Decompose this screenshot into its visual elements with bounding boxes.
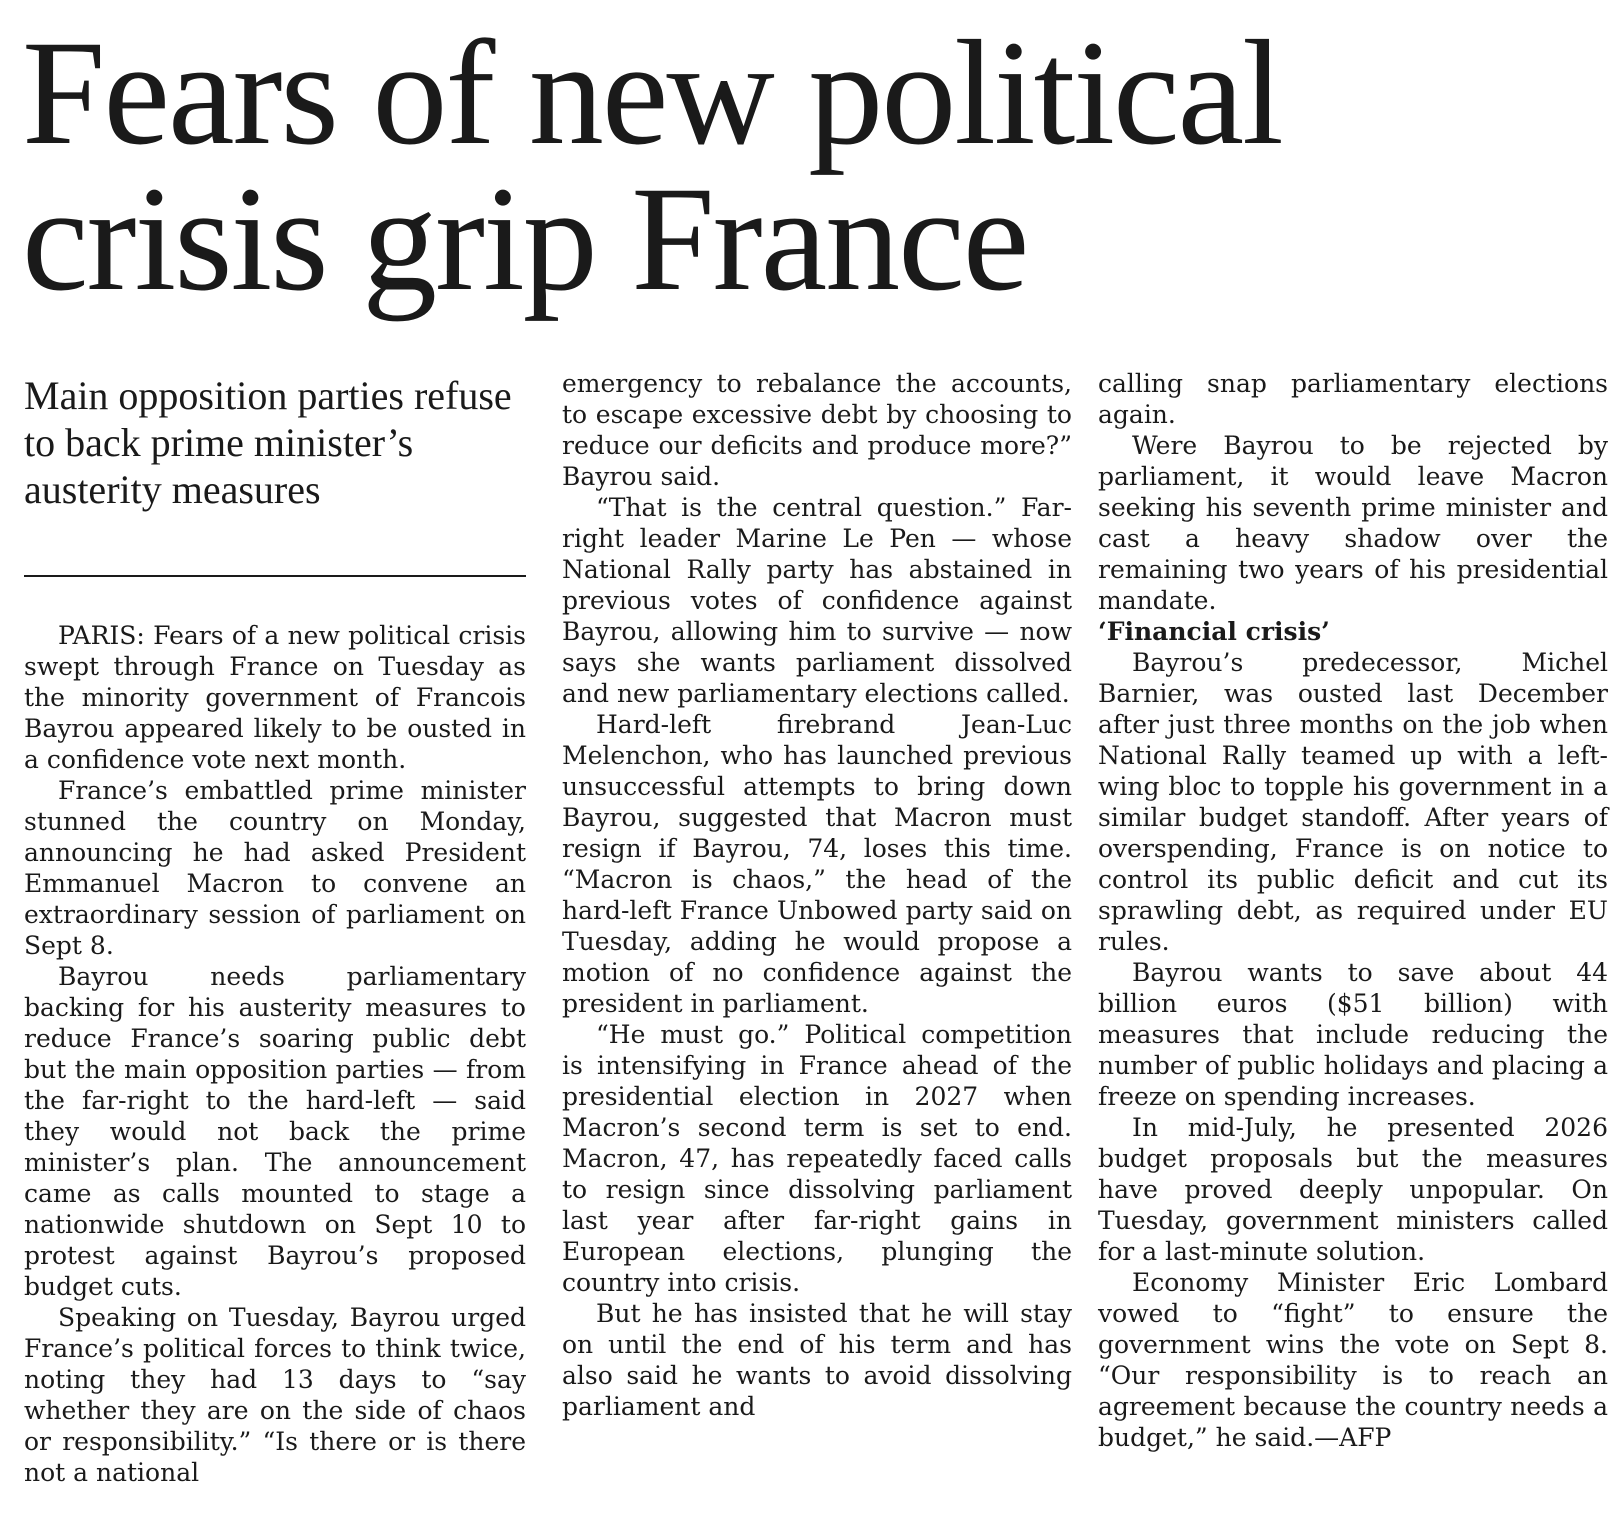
subheadline: Main opposition parties refuse to back prime minister’s austerity measures: [24, 373, 512, 512]
headline-line-1: Fears of new political: [22, 10, 1282, 176]
paragraph: France’s embattled prime minister stunned the country on Monday, announcing he had asked President Emmanuel Macron to convene an extraordinary session of parliament on Sept 8.: [24, 776, 526, 960]
paragraph: In mid-July, he presented 2026 budget proposals but the measures have proved deeply unpopular. On Tuesday, government ministers called for a last-minute solution.: [1098, 1113, 1608, 1266]
paragraph-continued: calling snap parliamentary elections again.: [1098, 369, 1608, 429]
paragraph: Bayrou needs parliamentary backing for his austerity measures to reduce France’s soaring public debt but the main opposition parties — from the far-right to the hard-left — said they would not back the prime minister’s plan. The announcement came as calls mounted to stage a nationwide shutdown on Sept 10 to protest against Bayrou’s proposed budget cuts.: [24, 962, 526, 1301]
paragraph-continued: emergency to rebalance the accounts, to escape excessive debt by choosing to reduce our deficits and produce more?” Bayrou said.: [562, 369, 1072, 491]
paragraph: “That is the central question.” Far-right leader Marine Le Pen — whose National Rally party has abstained in previous votes of confidence against Bayrou, allowing him to survive — now says she wants parliament dissolved and new parliamentary elections called.: [562, 493, 1072, 708]
paragraph: PARIS: Fears of a new political crisis swept through France on Tuesday as the minority government of Francois Bayrou appeared likely to be ousted in a confidence vote next month.: [24, 621, 526, 774]
headline: [22, 10, 1592, 322]
paragraph: Speaking on Tuesday, Bayrou urged France’s political forces to think twice, noting they had 13 days to “say whether they are on the side of chaos or responsibility.” “Is there or is there not a national: [24, 1303, 526, 1487]
paragraph: “He must go.” Political competition is intensifying in France ahead of the presidential election in 2027 when Macron’s second term is set to end. Macron, 47, has repeatedly faced calls to resign since dissolving parliament last year after far-right gains in European elections, plunging the country into crisis.: [562, 1020, 1072, 1297]
paragraph: But he has insisted that he will stay on until the end of his term and has also said he wants to avoid dissolving parliament and: [562, 1299, 1072, 1421]
article-column-2: [562, 368, 1072, 1422]
crosshead: ‘Financial crisis’: [1098, 617, 1330, 646]
article-column-3: [1098, 368, 1608, 1453]
paragraph: Hard-left firebrand Jean-Luc Melenchon, who has launched previous unsuccessful attempts to bring down Bayrou, suggested that Macron must resign if Bayrou, 74, loses this time. “Macron is chaos,” the head of the hard-left France Unbowed party said on Tuesday, adding he would propose a motion of no confidence against the president in parliament.: [562, 710, 1072, 1018]
subhead-divider: [24, 575, 526, 577]
headline-line-2: crisis grip France: [22, 156, 1028, 322]
paragraph: Bayrou wants to save about 44 billion euros ($51 billion) with measures that include reducing the number of public holidays and placing a freeze on spending increases.: [1098, 958, 1608, 1111]
paragraph: Bayrou’s predecessor, Michel Barnier, was ousted last December after just three months on the job when National Rally teamed up with a left-wing bloc to topple his government in a similar budget standoff. After years of overspending, France is on notice to control its public deficit and cut its sprawling debt, as required under EU rules.: [1098, 648, 1608, 956]
paragraph: Were Bayrou to be rejected by parliament, it would leave Macron seeking his seventh prime minister and cast a heavy shadow over the remaining two years of his presidential mandate.: [1098, 431, 1608, 615]
paragraph: Economy Minister Eric Lombard vowed to “fight” to ensure the government wins the vote on Sept 8. “Our responsibility is to reach an agreement because the country needs a budget,” he said.—AFP: [1098, 1268, 1608, 1452]
article-column-1: [24, 620, 526, 1488]
